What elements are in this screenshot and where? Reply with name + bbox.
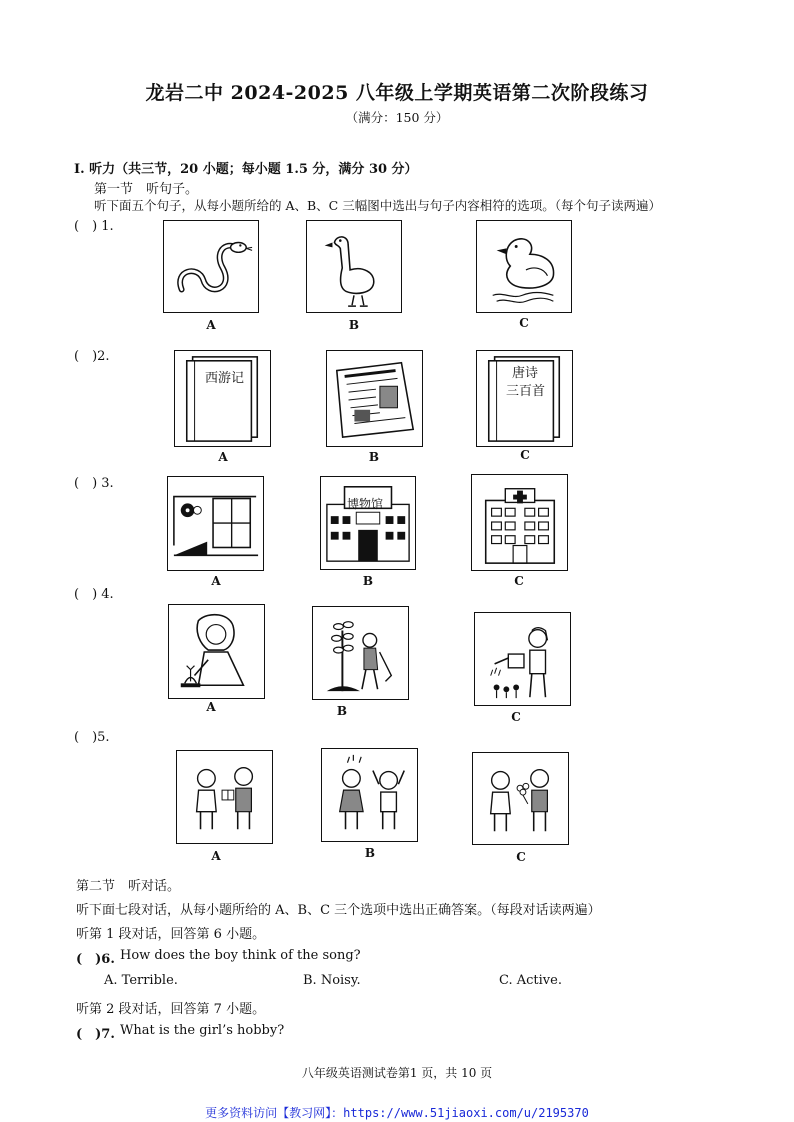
- option-label-c: C: [516, 850, 526, 864]
- option-label-b: B: [348, 318, 360, 332]
- girl-watering-icon: [474, 612, 571, 706]
- option-label-b: B: [336, 704, 348, 718]
- part2-title: 第二节 听对话。: [76, 879, 181, 894]
- museum-icon: [320, 476, 416, 570]
- option-label-c: C: [519, 316, 529, 330]
- option-label-a: A: [218, 450, 228, 464]
- question-number: ( )5.: [74, 730, 110, 745]
- option-label-a: A: [206, 318, 216, 332]
- question-7-text: What is the girl’s hobby?: [120, 1023, 285, 1038]
- part2-instruction: 听下面七段对话，从每小题所给的 A、B、C 三个选项中选出正确答案。（每段对话读两遍）: [76, 903, 601, 918]
- question-number: ( ) 3.: [74, 476, 114, 491]
- book-icon: [174, 350, 271, 447]
- newspaper-icon: [326, 350, 423, 447]
- q6-option-c: C. Active.: [499, 973, 562, 988]
- question-number: ( )6.: [76, 952, 115, 967]
- q6-option-a: A. Terrible.: [104, 973, 178, 988]
- question-number: ( )2.: [74, 349, 110, 364]
- option-label-a: A: [206, 700, 216, 714]
- book-title-c-line2: 三百首: [506, 384, 546, 399]
- duck-icon: [476, 220, 572, 313]
- section-heading: I. 听力（共三节，20 小题；每小题 1.5 分，满分 30 分）: [74, 162, 418, 177]
- book-title-c-line1: 唐诗: [512, 366, 539, 381]
- page-title: 龙岩二中 2024-2025 八年级上学期英语第二次阶段练习: [145, 82, 649, 104]
- option-label-c: C: [514, 574, 524, 588]
- option-label-a: A: [211, 849, 221, 863]
- question-number: ( ) 1.: [74, 219, 114, 234]
- part1-instruction: 听下面五个句子，从每小题所给的 A、B、C 三幅图中选出与句子内容相符的选项。（每个句子读两遍）: [94, 198, 661, 213]
- page-footer: 八年级英语测试卷第1 页，共 10 页: [301, 1066, 493, 1080]
- promo-link[interactable]: 更多资料访问【教习网】：https://www.51jiaoxi.com/u/2195370: [205, 1106, 589, 1120]
- question-6-text: How does the boy think of the song?: [120, 948, 361, 963]
- option-label-c: C: [511, 710, 521, 724]
- dialogue1-instruction: 听第 1 段对话，回答第 6 小题。: [76, 927, 266, 942]
- part1-title: 第一节 听句子。: [94, 182, 199, 197]
- kids-cheer-icon: [321, 748, 418, 842]
- option-label-b: B: [362, 574, 374, 588]
- museum-sign: 博物馆: [347, 497, 384, 511]
- boy-tree-icon: [312, 606, 409, 700]
- q6-option-b: B. Noisy.: [303, 973, 361, 988]
- hospital-icon: [471, 474, 568, 571]
- score-note: （满分：150 分）: [345, 110, 449, 125]
- option-label-c: C: [520, 448, 530, 462]
- question-number: ( ) 4.: [74, 587, 114, 602]
- girl-planting-icon: [168, 604, 265, 699]
- option-label-b: B: [364, 846, 376, 860]
- snake-icon: [163, 220, 259, 313]
- option-label-b: B: [368, 450, 380, 464]
- question-number: ( )7.: [76, 1027, 115, 1042]
- option-label-a: A: [211, 574, 221, 588]
- book-title-a: 西游记: [205, 371, 245, 386]
- cinema-icon: [167, 476, 264, 571]
- kids-flowers-icon: [472, 752, 569, 845]
- dialogue2-instruction: 听第 2 段对话，回答第 7 小题。: [76, 1002, 266, 1017]
- goose-icon: [306, 220, 402, 313]
- kids-gift-icon: [176, 750, 273, 844]
